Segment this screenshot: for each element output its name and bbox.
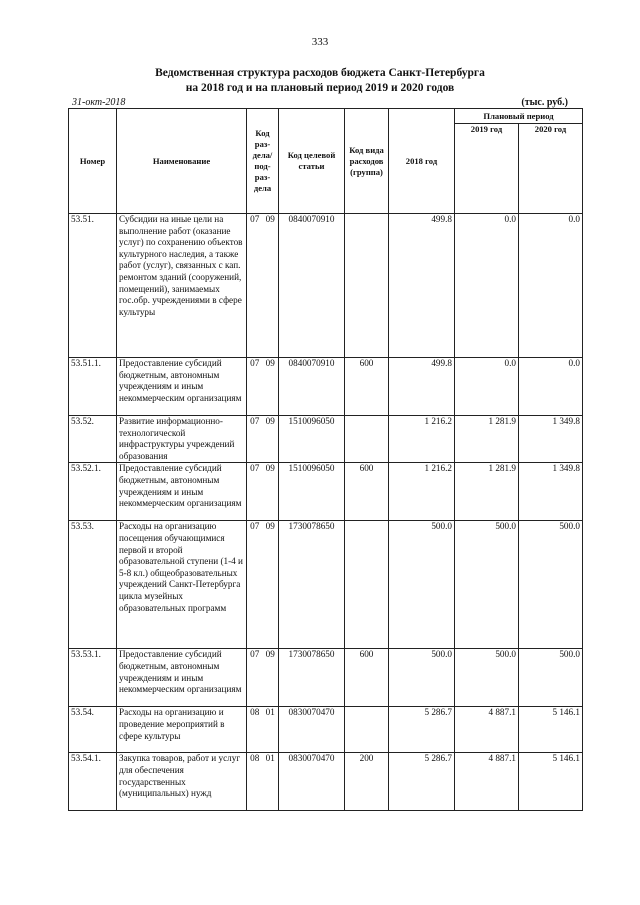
row-expense-type: 600 <box>345 649 389 707</box>
row-razdel: 08 <box>250 707 260 718</box>
row-name: Расходы на организацию и проведение мероприятий в сфере культуры <box>117 707 247 753</box>
table-row <box>69 521 583 649</box>
row-2018: 499.8 <box>389 358 455 416</box>
row-name: Предоставление субсидий бюджетным, автономным учреждениям и иным некоммерческим организациям <box>117 649 247 707</box>
row-name: Расходы на организацию посещения обучающимися первой и второй образовательной ступени (1-4 и 5-8 кл.) общеобразовательных учреждений Санкт-Петербурга цикла музейных образовательных программ <box>117 521 247 649</box>
row-section-code <box>247 416 279 463</box>
header-expense-type: Код вида расходов (группа) <box>345 109 389 214</box>
row-razdel: 07 <box>250 214 260 224</box>
row-2018: 500.0 <box>389 521 455 649</box>
table-row <box>69 214 583 358</box>
title-line-1: Ведомственная структура расходов бюджета Санкт-Петербурга <box>155 67 485 79</box>
row-target-code: 0840070910 <box>279 214 345 358</box>
row-name: Предоставление субсидий бюджетным, автономным учреждениям и иным некоммерческим организациям <box>117 358 247 416</box>
row-podrazdel: 09 <box>265 358 275 368</box>
row-name: Субсидии на иные цели на выполнение работ (оказание услуг) по сохранению объектов культурного наследия, а также работ (услуг), связанных с кап. ремонтом зданий (сооружений, помещений), занимаемых гос.обр. учреждениями в сфере культуры <box>117 214 247 358</box>
row-target-code: 1510096050 <box>279 416 345 463</box>
row-2020: 5 146.1 <box>519 707 583 753</box>
row-2019: 1 281.9 <box>455 463 519 521</box>
row-2020: 1 349.8 <box>519 416 583 463</box>
page-number: 333 <box>311 36 329 48</box>
row-podrazdel: 09 <box>265 521 275 532</box>
row-podrazdel: 09 <box>265 416 275 426</box>
row-target-code: 1510096050 <box>279 463 345 521</box>
row-2018: 499.8 <box>389 214 455 358</box>
row-podrazdel: 09 <box>265 649 275 660</box>
title-line-2: на 2018 год и на плановый период 2019 и 2020 годов <box>185 82 455 94</box>
row-number: 53.52. <box>69 416 117 463</box>
row-section-code <box>247 521 279 649</box>
row-2020: 0.0 <box>519 358 583 416</box>
row-section-code <box>247 707 279 753</box>
row-2019: 0.0 <box>455 358 519 416</box>
row-podrazdel: 09 <box>265 463 275 474</box>
row-name: Закупка товаров, работ и услуг для обеспечения государственных (муниципальных) нужд <box>117 753 247 811</box>
units-label: (тыс. руб.) <box>521 97 568 108</box>
row-section-code <box>247 649 279 707</box>
table-row <box>69 649 583 707</box>
table-row <box>69 358 583 416</box>
row-target-code: 0830070470 <box>279 753 345 811</box>
row-razdel: 07 <box>250 416 260 426</box>
row-number: 53.52.1. <box>69 463 117 521</box>
row-2018: 1 216.2 <box>389 416 455 463</box>
row-2019: 500.0 <box>455 649 519 707</box>
row-2020: 5 146.1 <box>519 753 583 811</box>
row-2020: 500.0 <box>519 521 583 649</box>
row-expense-type: 600 <box>345 463 389 521</box>
header-2018: 2018 год <box>389 109 455 214</box>
table-row <box>69 753 583 811</box>
row-name: Развитие информационно-технологической инфраструктуры учреждений образования <box>117 416 247 463</box>
row-number: 53.53.1. <box>69 649 117 707</box>
row-number: 53.54.1. <box>69 753 117 811</box>
row-podrazdel: 09 <box>265 214 275 224</box>
row-2020: 1 349.8 <box>519 463 583 521</box>
row-number: 53.51.1. <box>69 358 117 416</box>
row-target-code: 0840070910 <box>279 358 345 416</box>
header-number: Номер <box>69 109 117 214</box>
row-2018: 5 286.7 <box>389 707 455 753</box>
header-section: Код раз-дела/ под-раз-дела <box>247 109 279 214</box>
row-2019: 4 887.1 <box>455 707 519 753</box>
row-expense-type <box>345 707 389 753</box>
row-razdel: 07 <box>250 358 260 368</box>
budget-table <box>68 108 583 811</box>
row-section-code <box>247 753 279 811</box>
row-expense-type: 200 <box>345 753 389 811</box>
row-2020: 500.0 <box>519 649 583 707</box>
row-2019: 0.0 <box>455 214 519 358</box>
row-razdel: 07 <box>250 463 260 474</box>
row-number: 53.53. <box>69 521 117 649</box>
row-expense-type <box>345 416 389 463</box>
row-section-code <box>247 214 279 358</box>
row-razdel: 07 <box>250 521 260 532</box>
table-row <box>69 707 583 753</box>
document-date: 31-окт-2018 <box>72 97 126 108</box>
header-2020: 2020 год <box>519 124 583 214</box>
row-target-code: 1730078650 <box>279 649 345 707</box>
row-2019: 4 887.1 <box>455 753 519 811</box>
row-number: 53.51. <box>69 214 117 358</box>
row-2019: 1 281.9 <box>455 416 519 463</box>
row-podrazdel: 01 <box>265 707 275 718</box>
row-expense-type: 600 <box>345 358 389 416</box>
header-planned-period: Плановый период <box>455 109 583 124</box>
header-2019: 2019 год <box>455 124 519 214</box>
row-2018: 500.0 <box>389 649 455 707</box>
row-section-code <box>247 358 279 416</box>
header-target: Код целевой статьи <box>279 109 345 214</box>
row-expense-type <box>345 521 389 649</box>
row-razdel: 07 <box>250 649 260 660</box>
header-name: Наименование <box>117 109 247 214</box>
row-2018: 5 286.7 <box>389 753 455 811</box>
row-target-code: 1730078650 <box>279 521 345 649</box>
document-title <box>60 66 580 96</box>
row-2018: 1 216.2 <box>389 463 455 521</box>
table-row <box>69 463 583 521</box>
row-razdel: 08 <box>250 753 260 764</box>
row-number: 53.54. <box>69 707 117 753</box>
row-2019: 500.0 <box>455 521 519 649</box>
row-section-code <box>247 463 279 521</box>
row-expense-type <box>345 214 389 358</box>
table-row <box>69 416 583 463</box>
row-2020: 0.0 <box>519 214 583 358</box>
row-podrazdel: 01 <box>265 753 275 764</box>
row-name: Предоставление субсидий бюджетным, автономным учреждениям и иным некоммерческим организациям <box>117 463 247 521</box>
row-target-code: 0830070470 <box>279 707 345 753</box>
